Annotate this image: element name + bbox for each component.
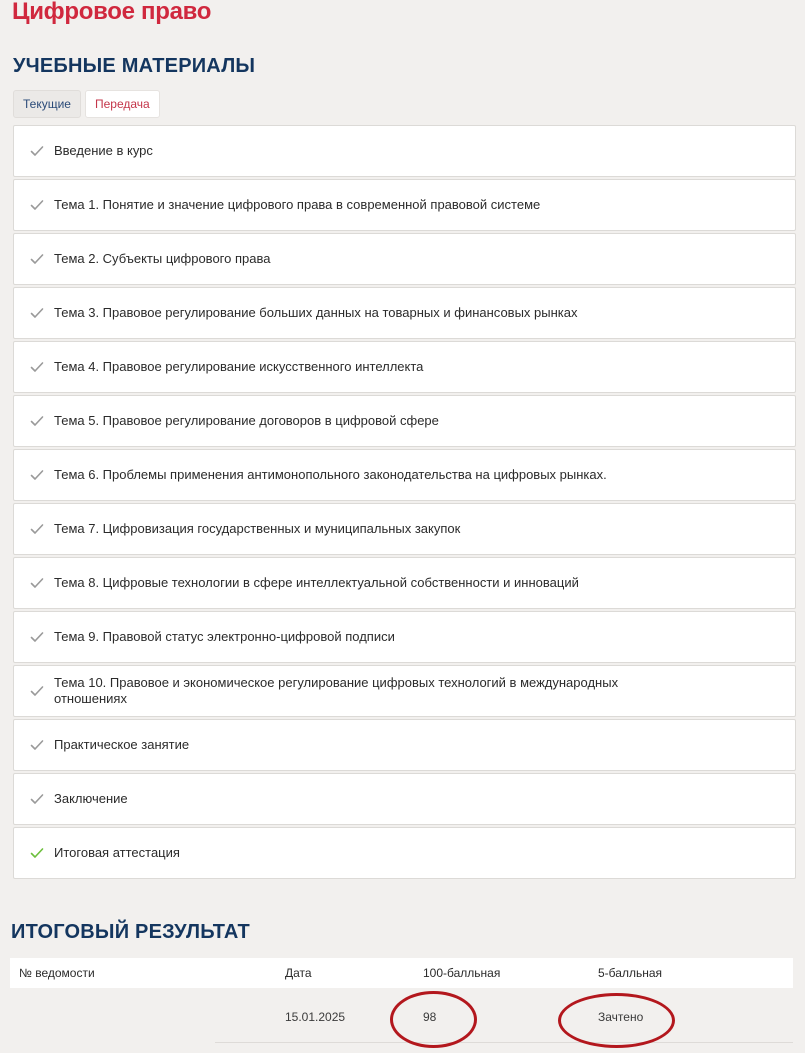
list-item-label: Тема 2. Субъекты цифрового права: [54, 251, 271, 266]
tab-retake[interactable]: Передача: [85, 90, 160, 118]
check-icon: [30, 469, 44, 481]
result-heading: ИТОГОВЫЙ РЕЗУЛЬТАТ: [11, 921, 250, 943]
cell-score5: Зачтено: [598, 1010, 644, 1024]
list-item-label: Тема 8. Цифровые технологии в сфере интеллектуальной собственности и инноваций: [54, 575, 579, 590]
check-icon: [30, 253, 44, 265]
check-icon: [30, 361, 44, 373]
materials-heading: УЧЕБНЫЕ МАТЕРИАЛЫ: [13, 55, 256, 77]
check-icon: [30, 199, 44, 211]
score-annotation-circle: [390, 991, 477, 1048]
list-item-label: Тема 3. Правовое регулирование больших данных на товарных и финансовых рынках: [54, 305, 578, 320]
grade-annotation-circle: [558, 993, 675, 1048]
check-icon: [30, 523, 44, 535]
column-header-score100: 100-балльная: [423, 966, 501, 980]
column-header-number: № ведомости: [19, 966, 95, 980]
list-item[interactable]: [13, 233, 796, 285]
check-icon: [30, 685, 44, 697]
topic-list: [13, 125, 796, 881]
list-item-label: Тема 6. Проблемы применения антимонопольного законодательства на цифровых рынках.: [54, 467, 607, 482]
list-item-label: Тема 5. Правовое регулирование договоров в цифровой сфере: [54, 413, 439, 428]
list-item-label: Практическое занятие: [54, 737, 190, 752]
list-item[interactable]: [13, 719, 796, 771]
check-icon: [30, 631, 44, 643]
column-header-date: Дата: [285, 966, 312, 980]
check-icon: [30, 415, 44, 427]
list-item[interactable]: [13, 557, 796, 609]
check-icon: [30, 577, 44, 589]
check-icon: [30, 145, 44, 157]
list-item[interactable]: [13, 287, 796, 339]
list-item[interactable]: [13, 341, 796, 393]
list-item[interactable]: [13, 611, 796, 663]
list-item[interactable]: [13, 827, 796, 879]
check-icon: [30, 739, 44, 751]
list-item-label: Тема 1. Понятие и значение цифрового права в современной правовой системе: [54, 197, 541, 212]
list-item[interactable]: [13, 125, 796, 177]
list-item[interactable]: [13, 395, 796, 447]
list-item-label: Тема 4. Правовое регулирование искусственного интеллекта: [54, 359, 424, 374]
column-header-score5: 5-балльная: [598, 966, 662, 980]
materials-tabs: [13, 90, 160, 118]
cell-date: 15.01.2025: [285, 1010, 346, 1024]
page-title: Цифровое право: [12, 0, 212, 25]
result-table-header: [10, 958, 793, 988]
list-item-label: Заключение: [54, 791, 128, 806]
check-icon: [30, 793, 44, 805]
list-item[interactable]: [13, 773, 796, 825]
row-divider: [215, 1042, 793, 1043]
list-item[interactable]: [13, 179, 796, 231]
cell-score100: 98: [423, 1010, 437, 1024]
check-icon: [30, 847, 44, 859]
list-item-label: Итоговая аттестация: [54, 845, 180, 860]
list-item[interactable]: [13, 449, 796, 501]
list-item-label: Тема 9. Правовой статус электронно-цифровой подписи: [54, 629, 395, 644]
list-item-label: Тема 7. Цифровизация государственных и муниципальных закупок: [54, 521, 461, 536]
list-item-label: Введение в курс: [54, 143, 153, 158]
list-item[interactable]: [13, 503, 796, 555]
tab-current[interactable]: Текущие: [13, 90, 81, 118]
list-item-label: Тема 10. Правовое и экономическое регулирование цифровых технологий в международных отношениях: [54, 675, 619, 706]
check-icon: [30, 307, 44, 319]
list-item[interactable]: [13, 665, 796, 717]
